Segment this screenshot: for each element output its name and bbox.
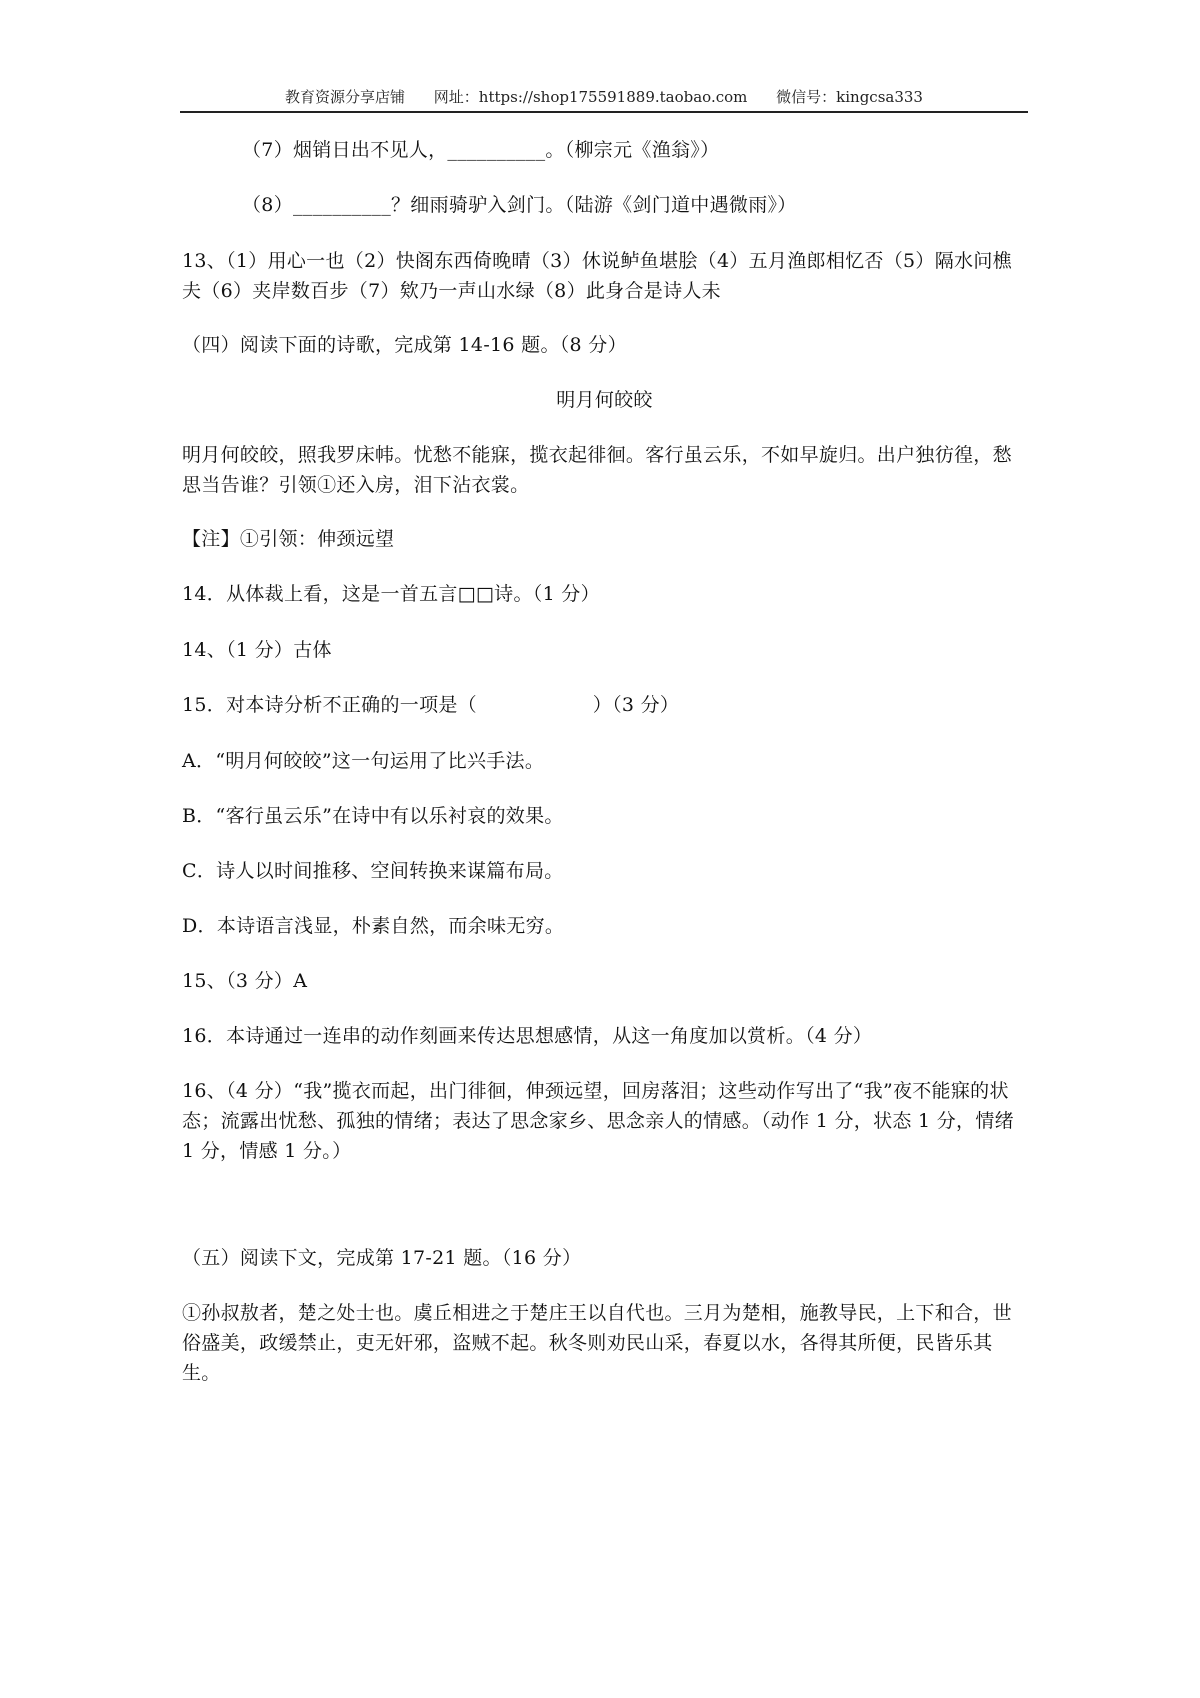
answer-16: 16、（4 分）“我”揽衣而起，出门徘徊，伸颈远望，回房落泪；这些动作写出了“我”夜不能寐的状态；流露出忧愁、孤独的情绪；表达了思念家乡、思念亲人的情感。（动作 1 分，状态 1 分，情绪 1 分，情感 1 分。） — [182, 1080, 1014, 1162]
section-4-heading: （四）阅读下面的诗歌，完成第 14-16 题。（8 分） — [182, 334, 627, 356]
poem-text: 明月何皎皎，照我罗床帏。忧愁不能寐，揽衣起徘徊。客行虽云乐，不如早旋归。出户独彷徨，愁思当告谁？引领①还入房，泪下沾衣裳。 — [182, 444, 1012, 496]
question-14: 14．从体裁上看，这是一首五言□□诗。（1 分） — [182, 583, 600, 605]
page-header — [180, 86, 1028, 107]
header-wechat: 微信号：kingcsa333 — [776, 88, 923, 106]
fill-blank-7: （7）烟销日出不见人，__________。（柳宗元《渔翁》） — [242, 139, 720, 161]
fill-blank-8: （8）__________？细雨骑驴入剑门。（陆游《剑门道中遇微雨》） — [242, 194, 797, 216]
answer-15: 15、（3 分）A — [182, 970, 308, 992]
section-5-heading: （五）阅读下文，完成第 17-21 题。（16 分） — [182, 1247, 582, 1269]
question-16: 16．本诗通过一连串的动作刻画来传达思想感情，从这一角度加以赏析。（4 分） — [182, 1025, 873, 1047]
option-d: D．本诗语言浅显，朴素自然，而余味无穷。 — [182, 915, 565, 937]
question-15: 15．对本诗分析不正确的一项是（ ）（3 分） — [182, 694, 680, 716]
answer-13: 13、（1）用心一也（2）快阁东西倚晚晴（3）休说鲈鱼堪脍（4）五月渔郎相忆否（5）隔水问樵夫（6）夹岸数百步（7）欸乃一声山水绿（8）此身合是诗人未 — [182, 250, 1012, 302]
header-url[interactable]: 网址：https://shop175591889.taobao.com — [433, 88, 748, 106]
poem-note: 【注】①引领：伸颈远望 — [182, 528, 395, 550]
option-b: B．“客行虽云乐”在诗中有以乐衬哀的效果。 — [182, 805, 564, 827]
answer-14: 14、（1 分）古体 — [182, 639, 332, 661]
option-c: C．诗人以时间推移、空间转换来谋篇布局。 — [182, 860, 564, 882]
passage-paragraph-1: ①孙叔敖者，楚之处士也。虞丘相进之于楚庄王以自代也。三月为楚相，施教导民，上下和合，世俗盛美，政缓禁止，吏无奸邪，盗贼不起。秋冬则劝民山采，春夏以水，各得其所便，民皆乐其生。 — [182, 1302, 1012, 1384]
option-a: A．“明月何皎皎”这一句运用了比兴手法。 — [182, 750, 545, 772]
poem-title: 明月何皎皎 — [556, 389, 653, 411]
header-shop: 教育资源分享店铺 — [285, 88, 406, 106]
header-divider — [180, 111, 1028, 113]
